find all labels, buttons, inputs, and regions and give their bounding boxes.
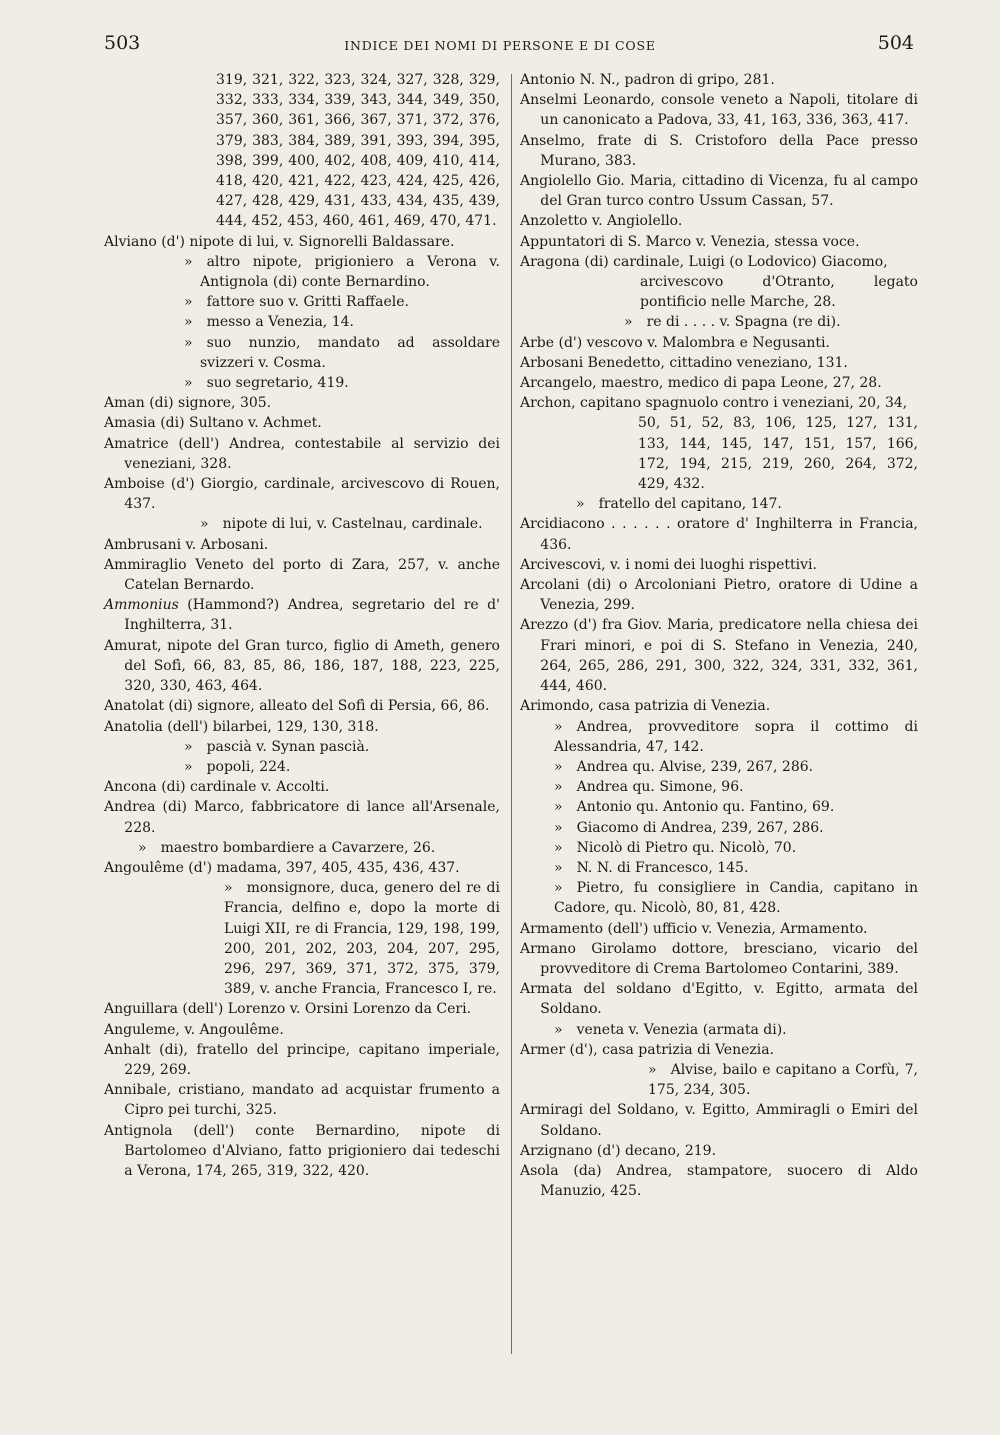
entry-text: Arimondo, casa patrizia di Venezia. [520,698,771,715]
entry-text: Andrea (di) Marco, fabbricatore di lance all'Arsenale, 228. [104,799,500,836]
entry-text: Anhalt (di), fratello del principe, capitano imperiale, 229, 269. [104,1041,500,1078]
entry-text: Armano Girolamo dottore, bresciano, vicario del provveditore di Crema Bartolomeo Contarini, 389. [520,940,918,977]
entry-text: fratello del capitano, 147. [598,496,782,513]
entry-text: Anselmi Leonardo, console veneto a Napoli, titolare di un canonicato a Padova, 33, 41, 163, 336, 363, 417. [520,92,918,129]
index-entry [520,232,918,252]
entry-text: Giacomo di Andrea, 239, 267, 286. [576,819,824,836]
ditto-mark: » [576,496,599,513]
index-entry [520,757,918,777]
entry-text: Armiragi del Soldano, v. Egitto, Ammiragli o Emiri del Soldano. [520,1102,918,1139]
index-entry [520,575,918,615]
index-entry [104,737,500,757]
index-entry [520,1100,918,1140]
index-entry [104,514,500,534]
ditto-mark: » [554,859,577,876]
ditto-mark: » [554,839,577,856]
entry-text: Andrea, provveditore sopra il cottimo di Alessandria, 47, 142. [554,718,918,755]
entry-text: Anguillara (dell') Lorenzo v. Orsini Lorenzo da Ceri. [104,1001,472,1018]
entry-text: Arzignano (d') decano, 219. [520,1142,717,1159]
index-entry [104,312,500,332]
left-column [104,70,500,1181]
entry-text: suo segretario, 419. [206,375,349,392]
entry-text: Amboise (d') Giorgio, cardinale, arcivescovo di Rouen, 437. [104,476,500,513]
index-entry [104,1080,500,1120]
entry-text: Anatolat (di) signore, alleato del Sofì di Persia, 66, 86. [104,698,490,715]
entry-text: Anzoletto v. Angiolello. [520,213,683,230]
ditto-mark: » [648,1061,671,1078]
ditto-mark: » [554,819,577,836]
entry-text: arcivescovo d'Otranto, legato pontificio nelle Marche, 28. [640,274,918,311]
page-number-right: 504 [877,32,914,54]
entry-text: Anguleme, v. Angoulême. [104,1021,284,1038]
index-entry [104,838,500,858]
ditto-mark: » [184,314,207,331]
index-entry [520,252,918,272]
index-entry [520,312,918,332]
index-entry [520,979,918,1019]
index-entry [104,413,500,433]
entry-text: altro nipote, prigioniero a Verona v. Antignola (di) conte Bernardino. [200,253,500,291]
index-entry [104,717,500,737]
entry-text: monsignore, duca, genero del re di Francia, delfino e, dopo la morte di Luigi XII, re di Francia, 129, 198, 199, 200, 201, 202, 203, 204, 207, 295, 296, 297, 369, 371, 372, 375, 379, 389, v. anche Francia, Francesco I, re. [224,880,500,998]
index-entry [520,777,918,797]
index-entry [104,636,500,697]
entry-text: Arbe (d') vescovo v. Malombra e Negusanti. [520,334,830,351]
index-entry [520,878,918,918]
index-entry [520,1060,918,1100]
index-entry [520,838,918,858]
ditto-mark: » [554,758,577,775]
index-entry [520,1020,918,1040]
index-entry [520,919,918,939]
entry-text: Anatolia (dell') bilarbei, 129, 130, 318. [104,718,379,735]
entry-text: pascià v. Synan pascià. [206,738,370,755]
index-entry [520,171,918,211]
index-entry [520,413,918,494]
entry-text: Pietro, fu consigliere in Candia, capitano in Cadore, qu. Nicolò, 80, 81, 428. [554,880,918,917]
ditto-mark: » [184,334,207,351]
entry-text: Arcivescovi, v. i nomi dei luoghi rispettivi. [520,556,817,573]
entry-text: Arcangelo, maestro, medico di papa Leone, 27, 28. [520,375,882,392]
index-entry [104,555,500,595]
index-entry [104,474,500,514]
entry-text: Armamento (dell') ufficio v. Venezia, Armamento. [520,920,868,937]
entry-text: popoli, 224. [206,758,291,775]
index-entry [104,696,500,716]
index-entry [104,1040,500,1080]
entry-text: Armata del soldano d'Egitto, v. Egitto, armata del Soldano. [520,981,918,1018]
right-column [520,70,918,1201]
index-entry [104,757,500,777]
entry-text: maestro bombardiere a Cavarzere, 26. [160,839,436,856]
entry-text: Arcidiacono . . . . . . oratore d' Inghilterra in Francia, 436. [520,516,918,553]
index-entry [104,393,500,413]
ditto-mark: » [184,758,207,775]
index-entry [520,555,918,575]
entry-text: Antonio qu. Antonio qu. Fantino, 69. [576,799,835,816]
ditto-mark: » [554,779,577,796]
entry-text: Angiolello Gio. Maria, cittadino di Vicenza, fu al campo del Gran turco contro Ussum Cassan, 57. [520,173,918,210]
ditto-mark: » [554,1021,577,1038]
index-entry [520,1040,918,1060]
index-entry [104,252,500,292]
entry-text: N. N. di Francesco, 145. [576,859,749,876]
index-entry [104,292,500,312]
entry-text: Appuntatori di S. Marco v. Venezia, stessa voce. [520,233,860,250]
index-entry [104,70,500,232]
index-entry [520,858,918,878]
entry-text: Antonio N. N., padron di gripo, 281. [520,72,775,88]
index-entry [104,595,500,635]
index-entry [520,1161,918,1201]
index-entry [520,696,918,716]
entry-text: Aman (di) signore, 305. [104,395,272,412]
ditto-mark: » [224,880,247,897]
ditto-mark: » [200,516,223,533]
entry-text: Anselmo, frate di S. Cristoforo della Pace presso Murano, 383. [520,132,918,169]
index-entry [104,999,500,1019]
entry-text: Amasia (di) Sultano v. Achmet. [104,415,322,432]
index-entry [520,70,918,90]
entry-text: nipote di lui, v. Castelnau, cardinale. [222,516,483,533]
entry-text: Ammonius (Hammond?) Andrea, segretario del re d' Inghilterra, 31. [104,597,500,634]
column-divider [511,74,512,1354]
entry-text: Arcolani (di) o Arcoloniani Pietro, oratore di Udine a Venezia, 299. [520,577,918,614]
entry-text: Amatrice (dell') Andrea, contestabile al servizio dei veneziani, 328. [104,435,500,472]
entry-text: Asola (da) Andrea, stampatore, suocero di Aldo Manuzio, 425. [520,1162,918,1200]
index-entry [520,494,918,514]
entry-text: Annibale, cristiano, mandato ad acquistar frumento a Cipro pei turchi, 325. [104,1082,500,1119]
running-title: INDICE DEI NOMI DI PERSONE E DI COSE [344,38,656,53]
entry-text: Alviano (d') nipote di lui, v. Signorelli Baldassare. [104,233,455,250]
index-entry [520,939,918,979]
entry-text: Arezzo (d') fra Giov. Maria, predicatore nella chiesa dei Frari minori, e poi di S. Stefano in Venezia, 240, 264, 265, 286, 291, 300, 322, 324, 331, 332, 361, 444, 460. [520,617,918,695]
entry-text: Ancona (di) cardinale v. Accolti. [104,779,330,796]
ditto-mark: » [554,880,577,897]
entry-text: Alvise, bailo e capitano a Corfù, 7, 175, 234, 305. [648,1061,918,1099]
page-number-left: 503 [104,32,141,54]
entry-text: Nicolò di Pietro qu. Nicolò, 70. [576,839,797,856]
index-entry [520,272,918,312]
index-entry [104,535,500,555]
entry-text: suo nunzio, mandato ad assoldare svizzeri v. Cosma. [200,334,500,371]
index-entry [104,1020,500,1040]
entry-text: Ambrusani v. Arbosani. [104,536,269,553]
entry-text: Archon, capitano spagnuolo contro i veneziani, 20, 34, [520,395,908,412]
entry-text: Antignola (dell') conte Bernardino, nipote di Bartolomeo d'Alviano, fatto prigioniero dai tedeschi a Verona, 174, 265, 319, 322, 420. [104,1122,500,1179]
index-entry [520,353,918,373]
entry-text: Amurat, nipote del Gran turco, figlio di Ameth, genero del Sofì, 66, 83, 85, 86, 186, 187, 188, 223, 225, 320, 330, 463, 464. [104,637,500,695]
entry-text: re di . . . . v. Spagna (re di). [646,314,841,331]
index-entry [104,1121,500,1182]
index-entry [520,131,918,171]
entry-text: Armer (d'), casa patrizia di Venezia. [520,1041,775,1058]
entry-text: Andrea qu. Simone, 96. [576,779,744,796]
ditto-mark: » [554,799,577,816]
index-entry [520,393,918,413]
index-entry [520,211,918,231]
index-entry [520,717,918,757]
index-entry [104,333,500,373]
ditto-mark: » [624,314,647,331]
entry-text: Andrea qu. Alvise, 239, 267, 286. [576,758,814,775]
index-entry [104,777,500,797]
entry-text: Angoulême (d') madama, 397, 405, 435, 436, 437. [104,859,460,876]
ditto-mark: » [554,718,577,735]
ditto-mark: » [184,253,207,270]
ditto-mark: » [184,294,207,311]
index-entry [104,878,500,999]
entry-text: Ammiraglio Veneto del porto di Zara, 257, v. anche Catelan Bernardo. [104,556,500,594]
index-entry [520,514,918,554]
running-header [0,32,1000,62]
index-entry [520,797,918,817]
ditto-mark: » [184,375,207,392]
entry-text: fattore suo v. Gritti Raffaele. [206,294,409,311]
index-entry [104,434,500,474]
index-entry [520,818,918,838]
entry-text: 319, 321, 322, 323, 324, 327, 328, 329, 332, 333, 334, 339, 343, 344, 349, 350, 357, 360, 361, 366, 367, 371, 372, 376, 379, 383, 384, 389, 391, 393, 394, 395, 398, 399, 400, 402, 408, 409, 410, 414, 418, 420, 421, 422, 423, 424, 425, 426, 427, 428, 429, 431, 433, 434, 435, 439, 444, 452, 453, 460, 461, 469, 470, 471. [216,72,500,230]
entry-text: 50, 51, 52, 83, 106, 125, 127, 131, 133, 144, 145, 147, 151, 157, 166, 172, 194, 215, 219, 260, 264, 372, 429, 432. [638,415,918,493]
ditto-mark: » [184,738,207,755]
index-entry [520,333,918,353]
index-entry [104,858,500,878]
index-entry [520,615,918,696]
ditto-mark: » [138,839,161,856]
index-entry [520,1141,918,1161]
entry-text: Aragona (di) cardinale, Luigi (o Lodovico) Giacomo, [520,253,888,270]
entry-text: veneta v. Venezia (armata di). [576,1021,787,1038]
entry-text: Arbosani Benedetto, cittadino veneziano, 131. [520,354,848,371]
index-entry [104,797,500,837]
entry-text: messo a Venezia, 14. [206,314,354,331]
index-entry [104,232,500,252]
index-entry [104,373,500,393]
index-entry [520,373,918,393]
index-entry [520,90,918,130]
